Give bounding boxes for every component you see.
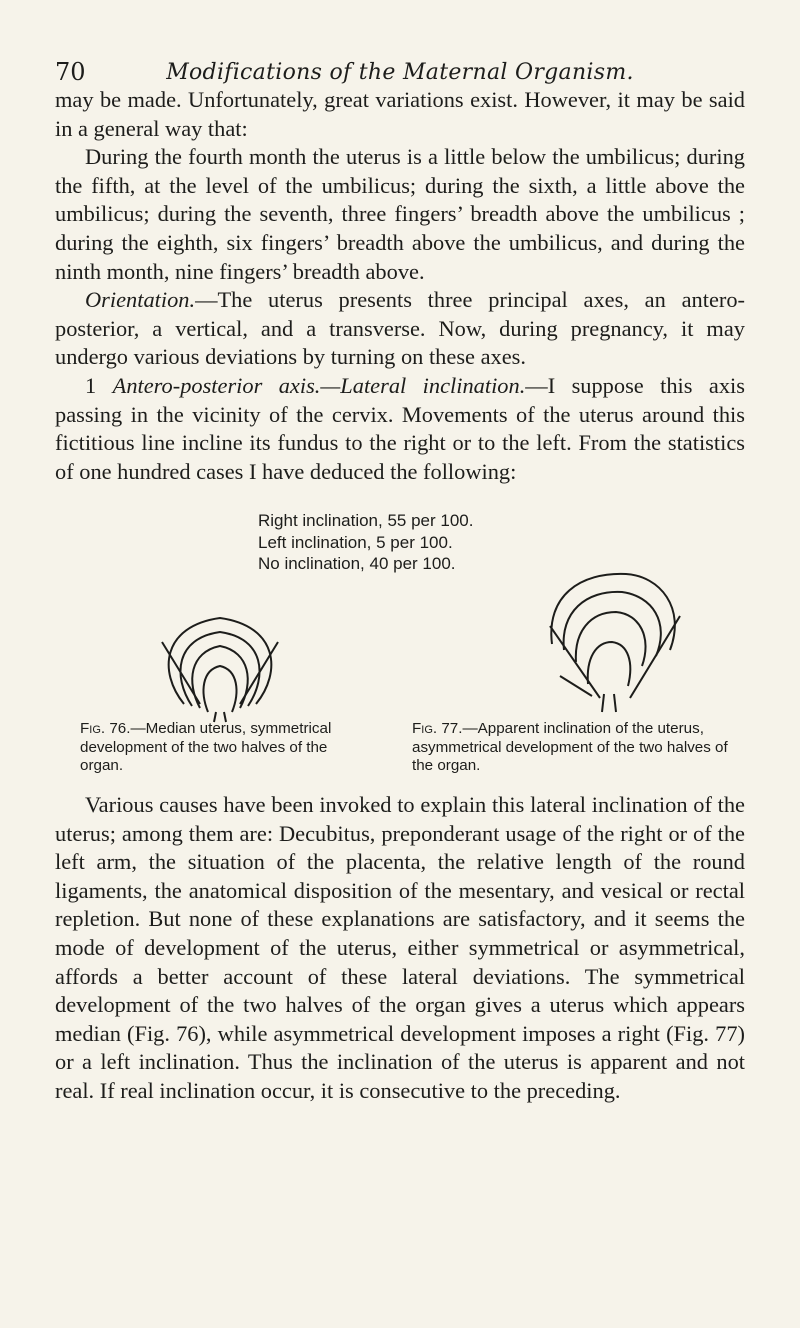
cervix-lines [602,694,616,712]
page-number: 70 [55,58,86,86]
running-title: Modifications of the Maternal Organism. [166,60,634,85]
body-text-top [55,86,745,486]
figure-77-caption [412,720,732,776]
inner-contour [576,612,646,666]
cavity-contour [588,642,631,686]
statistic-right: Right inclination, 55 per 100. [258,511,474,530]
paragraph-orientation [55,286,745,372]
caption-text: —Median uterus, symmetrical development of the two halves of the organ. [80,720,332,775]
section-heading: Antero-posterior axis.—Lateral inclination. [112,372,526,398]
statistic-left: Left inclination, 5 per 100. [258,532,453,552]
paragraph: During the fourth month the uterus is a little below the umbilicus; during the fifth, at the level of the umbilicus; during the sixth, a little above the umbilicus; during the seventh, three fingers’ breadth above the umbilicus ; during the eighth, six fingers’ breadth above the umbilicus, and during the ninth month, nine fingers’ breadth above. [55,144,745,284]
middle-contour [180,632,259,706]
paragraph: Various causes have been invoked to explain this lateral inclination of the uterus; among them are: Decubitus, preponderant usage of the right or of the left arm, the situation of the placenta, the relative length of the round ligaments, the anatomical disposition of the mesentary, and vesical or rectal repletion. But none of these explanations are satisfactory, and it seems the mode of development of the uterus, either symmetrical or asymmetrical, affords a better account of these lateral deviations. The symmetrical development of the two halves of the organ gives a uterus which appears median (Fig. 76), while asymmetrical development imposes a right (Fig. 77) or a left inclination. Thus the inclination of the uterus is apparent and not real. If real inclination occur, it is consecutive to the preceding. [55,792,745,1103]
figure-label: Fig. 76. [80,720,131,737]
figure-77-inclined-uterus-illustration [530,566,690,716]
paragraph-text: —The uterus presents three principal axes, an antero-posterior, a vertical, and a transverse. Now, during pregnancy, it may undergo various deviations by turning on these axes. [55,287,745,370]
caption-text: —Apparent inclination of the uterus, asymmetrical development of the two halves of the organ. [412,720,728,775]
statistics-list [258,510,638,575]
figure-76-caption [80,720,370,776]
figure-76-median-uterus-illustration [140,612,300,724]
page-header [55,58,745,88]
hatching-lines [162,642,278,704]
figure-label: Fig. 77. [412,720,463,737]
paragraph-text: —I suppose this axis passing in the vicinity of the cervix. Movements of the uterus around this fictitious line incline its fundus to the right or to the left. From the statistics of one hundred cases I have deduced the following: [55,372,745,484]
section-number: 1 [85,372,97,398]
paragraph-axis [55,372,745,486]
paragraph: may be made. Unfortunately, great variations exist. However, it may be said in a general way that: [55,87,745,141]
inner-contour [192,646,247,708]
cavity-contour [204,666,237,712]
statistic-none: No inclination, 40 per 100. [258,554,456,573]
section-heading: Orientation. [85,287,196,313]
body-text-bottom [55,791,745,1106]
